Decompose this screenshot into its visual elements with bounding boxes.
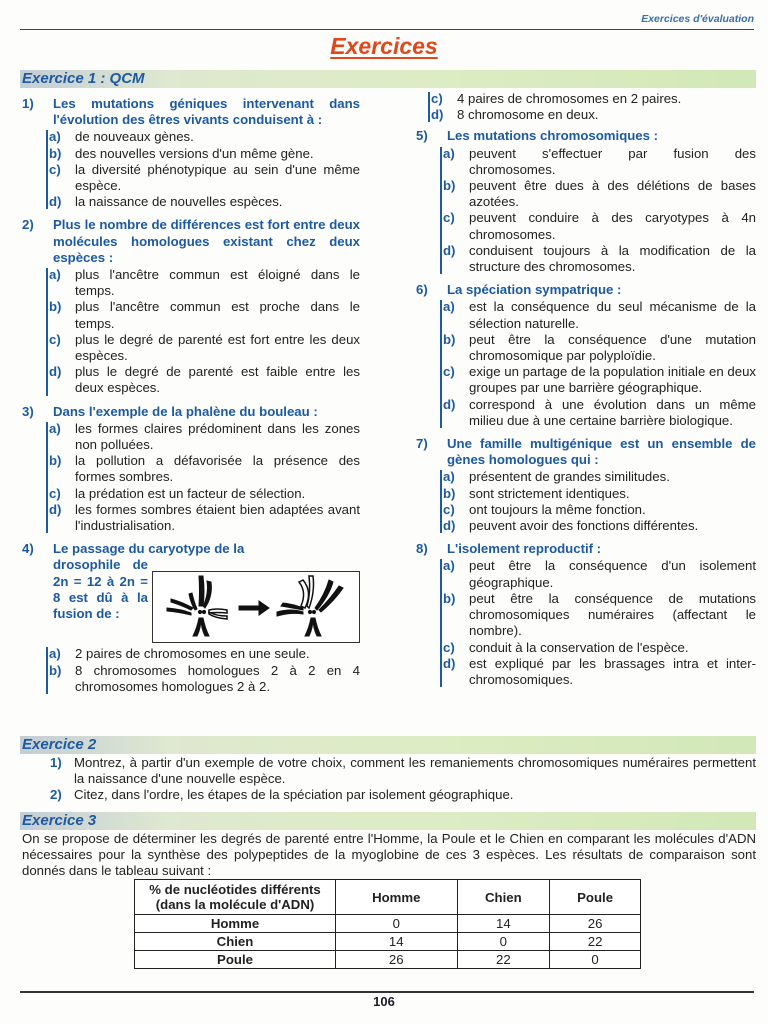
option-text: correspond à une évolution dans un même milieu due à une certaine barrière biologique. <box>469 396 756 428</box>
options-list <box>428 91 756 123</box>
option-text: peuvent être dues à des délétions de bases azotées. <box>469 178 756 210</box>
option-text: peuvent avoir des fonctions différentes. <box>469 518 699 534</box>
option-text: plus le degré de parenté est fort entre les deux espèces. <box>75 331 360 364</box>
option-letter: d) <box>443 396 456 412</box>
option-text: plus le degré de parenté est faible entre les deux espèces. <box>75 364 360 396</box>
option[interactable] <box>46 299 360 331</box>
option[interactable] <box>46 453 360 485</box>
options-list <box>46 421 360 534</box>
option-letter: b) <box>443 590 456 606</box>
option-text: plus l'ancêtre commun est proche dans le temps. <box>75 299 360 331</box>
row-header: Homme <box>135 915 336 933</box>
option-text: exige un partage de la population initiale en deux groupes par une barrière géographique. <box>469 364 756 396</box>
table-cell: 22 <box>457 951 550 969</box>
question-text: La spéciation sympatrique : <box>447 282 622 298</box>
table-cell: 22 <box>550 933 641 951</box>
exercise2-item <box>50 755 756 787</box>
option-letter: b) <box>49 453 62 469</box>
results-table <box>134 879 641 969</box>
question-number: 1) <box>22 96 34 111</box>
option-letter: c) <box>443 639 455 655</box>
option-text: 2 paires de chromosomes en une seule. <box>75 646 310 662</box>
option[interactable] <box>46 129 360 145</box>
option[interactable] <box>46 646 360 662</box>
option-text: 8 chromosomes homologues 2 à 2 en 4 chromosomes homologues 2 à 2. <box>75 662 360 694</box>
option-letter: c) <box>443 501 455 517</box>
table-header-row <box>135 880 641 915</box>
option-letter: a) <box>49 420 61 436</box>
option-letter: d) <box>443 518 456 534</box>
option-text: la pollution a défavorisée la présence des formes sombres. <box>75 453 360 485</box>
table-cell: 26 <box>550 915 641 933</box>
option-letter: c) <box>431 91 443 106</box>
option[interactable] <box>440 146 756 178</box>
option[interactable] <box>46 146 360 162</box>
option[interactable] <box>440 299 756 331</box>
option-text: peut être la conséquence de mutations chromosomiques numéraires (affectant le nombre). <box>469 590 756 639</box>
option-text: ont toujours la même fonction. <box>469 501 646 517</box>
question-text: Une famille multigénique est un ensemble de gènes homologues qui : <box>447 436 756 468</box>
question-number: 6) <box>416 282 428 298</box>
option-text: conduit à la conservation de l'espèce. <box>469 639 689 655</box>
table-cell: 0 <box>457 933 550 951</box>
column-header: Poule <box>550 880 641 915</box>
option-text: est la conséquence du seul mécanisme de la sélection naturelle. <box>469 299 756 331</box>
option-text: conduisent toujours à la modification de la structure des chromosomes. <box>469 242 756 275</box>
option-text: des nouvelles versions d'un même gène. <box>75 145 314 161</box>
option-text: les formes claires prédominent dans les zones non polluées. <box>75 420 360 453</box>
option-letter: c) <box>443 210 455 226</box>
option[interactable] <box>46 162 360 194</box>
option[interactable] <box>440 518 756 534</box>
option-text: est expliqué par les brassages intra et inter-chromosomiques. <box>469 655 756 687</box>
question-text-side: drosophile de 2n = 12 à 2n = 8 est dû à la fusion de : <box>53 557 148 622</box>
option[interactable] <box>440 558 756 590</box>
option[interactable] <box>46 486 360 502</box>
exercise2-item <box>50 787 756 803</box>
left-column <box>22 96 360 702</box>
question-text: Plus le nombre de différences est fort entre deux molécules homologues existant chez deux espèces : <box>53 217 360 265</box>
table-row <box>135 915 641 933</box>
option-letter: c) <box>49 161 61 177</box>
option[interactable] <box>46 502 360 534</box>
column-header: Homme <box>336 880 458 915</box>
option[interactable] <box>440 332 756 364</box>
arrow-icon <box>239 601 269 615</box>
question-8 <box>416 541 756 688</box>
page-title: Exercices <box>330 33 438 59</box>
option-text: peuvent conduire à des caryotypes à 4n chromosomes. <box>469 210 756 242</box>
option[interactable] <box>46 663 360 695</box>
question-number: 7) <box>416 436 428 452</box>
option[interactable] <box>440 640 756 656</box>
option[interactable] <box>428 91 756 107</box>
option[interactable] <box>46 194 360 210</box>
option-text: peut être la conséquence d'une mutation chromosomique par polyploïdie. <box>469 331 756 364</box>
row-header: Poule <box>135 951 336 969</box>
footer-rule <box>20 991 754 993</box>
option-text: les formes sombres étaient bien adaptées avant l'industrialisation. <box>75 501 360 534</box>
option-letter: b) <box>49 662 62 678</box>
table-cell: 0 <box>336 915 458 933</box>
option-letter: d) <box>49 501 62 517</box>
item-number: 2) <box>50 787 62 803</box>
table-cell: 26 <box>336 951 458 969</box>
table-row <box>135 933 641 951</box>
question-7 <box>416 436 756 534</box>
option-letter: a) <box>49 129 61 145</box>
options-list <box>46 129 360 210</box>
option-letter: d) <box>49 364 62 380</box>
karyotype-2n8 <box>277 576 343 636</box>
option-letter: a) <box>49 267 61 283</box>
item-number: 1) <box>50 755 62 770</box>
question-number: 8) <box>416 541 428 557</box>
option-text: de nouveaux gènes. <box>75 129 194 145</box>
options-list <box>46 267 360 397</box>
option-text: 4 paires de chromosomes en 2 paires. <box>457 91 682 106</box>
option[interactable] <box>46 421 360 453</box>
question-3 <box>22 404 360 535</box>
options-list <box>440 299 756 429</box>
option-letter: c) <box>49 331 61 347</box>
option[interactable] <box>440 210 756 242</box>
right-column <box>416 90 756 695</box>
option[interactable] <box>46 364 360 396</box>
option-text: sont strictement identiques. <box>469 485 630 501</box>
option-letter: d) <box>443 655 456 671</box>
question-number: 2) <box>22 217 34 233</box>
option-letter: b) <box>443 178 456 194</box>
options-list <box>440 146 756 276</box>
option-letter: c) <box>49 485 61 501</box>
table-cell: 14 <box>457 915 550 933</box>
option-letter: d) <box>431 107 444 123</box>
option[interactable] <box>46 267 360 299</box>
option-letter: a) <box>443 469 455 485</box>
option[interactable] <box>440 486 756 502</box>
option-text: la prédation est un facteur de sélection. <box>75 485 306 501</box>
page-number: 106 <box>373 994 395 1009</box>
options-list <box>46 646 360 695</box>
question-4 <box>22 541 360 695</box>
karyotype-diagram <box>152 571 360 643</box>
exercise1-band <box>20 70 756 88</box>
option-letter: a) <box>443 558 455 574</box>
option[interactable] <box>440 397 756 429</box>
question-text: Dans l'exemple de la phalène du bouleau : <box>53 403 318 419</box>
option-text: la naissance de nouvelles espèces. <box>75 194 283 210</box>
option-text: la diversité phénotypique au sein d'une même espèce. <box>75 161 360 194</box>
option[interactable] <box>428 107 756 123</box>
item-text: Montrez, à partir d'un exemple de votre choix, comment les remaniements chromosomiques numéraires permettent la naissance d'une nouvelle espèce. <box>74 755 756 787</box>
question-text: Les mutations géniques intervenant dans l'évolution des êtres vivants conduisent à : <box>53 96 360 128</box>
option[interactable] <box>46 332 360 364</box>
question-number: 5) <box>416 128 428 144</box>
option-letter: b) <box>443 331 456 347</box>
option[interactable] <box>440 469 756 485</box>
exercise2-band <box>20 736 756 754</box>
option-letter: b) <box>443 485 456 501</box>
option-text: présentent de grandes similitudes. <box>469 469 670 485</box>
options-list <box>440 558 756 688</box>
question-4-continued <box>416 91 756 123</box>
exercise2-title: Exercice 2 <box>22 736 97 753</box>
table-row <box>135 951 641 969</box>
question-4-body <box>22 557 360 643</box>
option-text: 8 chromosome en deux. <box>457 107 599 123</box>
header-rule <box>20 29 754 30</box>
column-header: Chien <box>457 880 550 915</box>
option-letter: a) <box>49 646 61 662</box>
option[interactable] <box>440 178 756 210</box>
table-cell: 14 <box>336 933 458 951</box>
question-6 <box>416 282 756 429</box>
option[interactable] <box>440 502 756 518</box>
question-number: 4) <box>22 541 34 557</box>
exercise3-intro: On se propose de déterminer les degrés de parenté entre l'Homme, la Poule et le Chien en comparant les molécules d'ADN nécessaires pour la synthèse des polypeptides de la myoglobine de ces 3 espèces. Les résultats de comparaison sont donnés dans le tableau suivant : <box>22 831 756 879</box>
header-section-label: Exercices d'évaluation <box>641 13 754 25</box>
question-5 <box>416 128 756 275</box>
table-cell: 0 <box>550 951 641 969</box>
option-letter: a) <box>443 299 455 315</box>
option-letter: d) <box>49 194 62 210</box>
option-letter: b) <box>49 299 62 315</box>
table-corner-header: % de nucléotides différents (dans la molécule d'ADN) <box>135 880 336 915</box>
option-letter: a) <box>443 145 455 161</box>
question-text: Les mutations chromosomiques : <box>447 128 659 144</box>
chromosome-fusion-illustration <box>153 572 358 641</box>
options-list <box>440 469 756 534</box>
question-2 <box>22 217 360 396</box>
exercise3-title: Exercice 3 <box>22 812 97 829</box>
item-text: Citez, dans l'ordre, les étapes de la spéciation par isolement géographique. <box>74 787 514 803</box>
option-letter: b) <box>49 145 62 161</box>
option-text: peuvent s'effectuer par fusion des chromosomes. <box>469 145 756 177</box>
question-1 <box>22 96 360 210</box>
option-text: plus l'ancêtre commun est éloigné dans le temps. <box>75 267 360 299</box>
option[interactable] <box>440 591 756 640</box>
exercise1-title: Exercice 1 : QCM <box>22 70 145 87</box>
option[interactable] <box>440 364 756 396</box>
exercise2-body <box>50 755 756 804</box>
option[interactable] <box>440 243 756 275</box>
option-text: peut être la conséquence d'un isolement géographique. <box>469 558 756 590</box>
option-letter: c) <box>443 364 455 380</box>
option[interactable] <box>440 656 756 688</box>
exercise3-band <box>20 812 756 830</box>
row-header: Chien <box>135 933 336 951</box>
karyotype-2n12 <box>167 576 227 636</box>
option-letter: d) <box>443 242 456 258</box>
question-text: L'isolement reproductif : <box>447 541 602 557</box>
question-number: 3) <box>22 403 34 419</box>
question-text-top: Le passage du caryotype de la <box>53 541 245 557</box>
